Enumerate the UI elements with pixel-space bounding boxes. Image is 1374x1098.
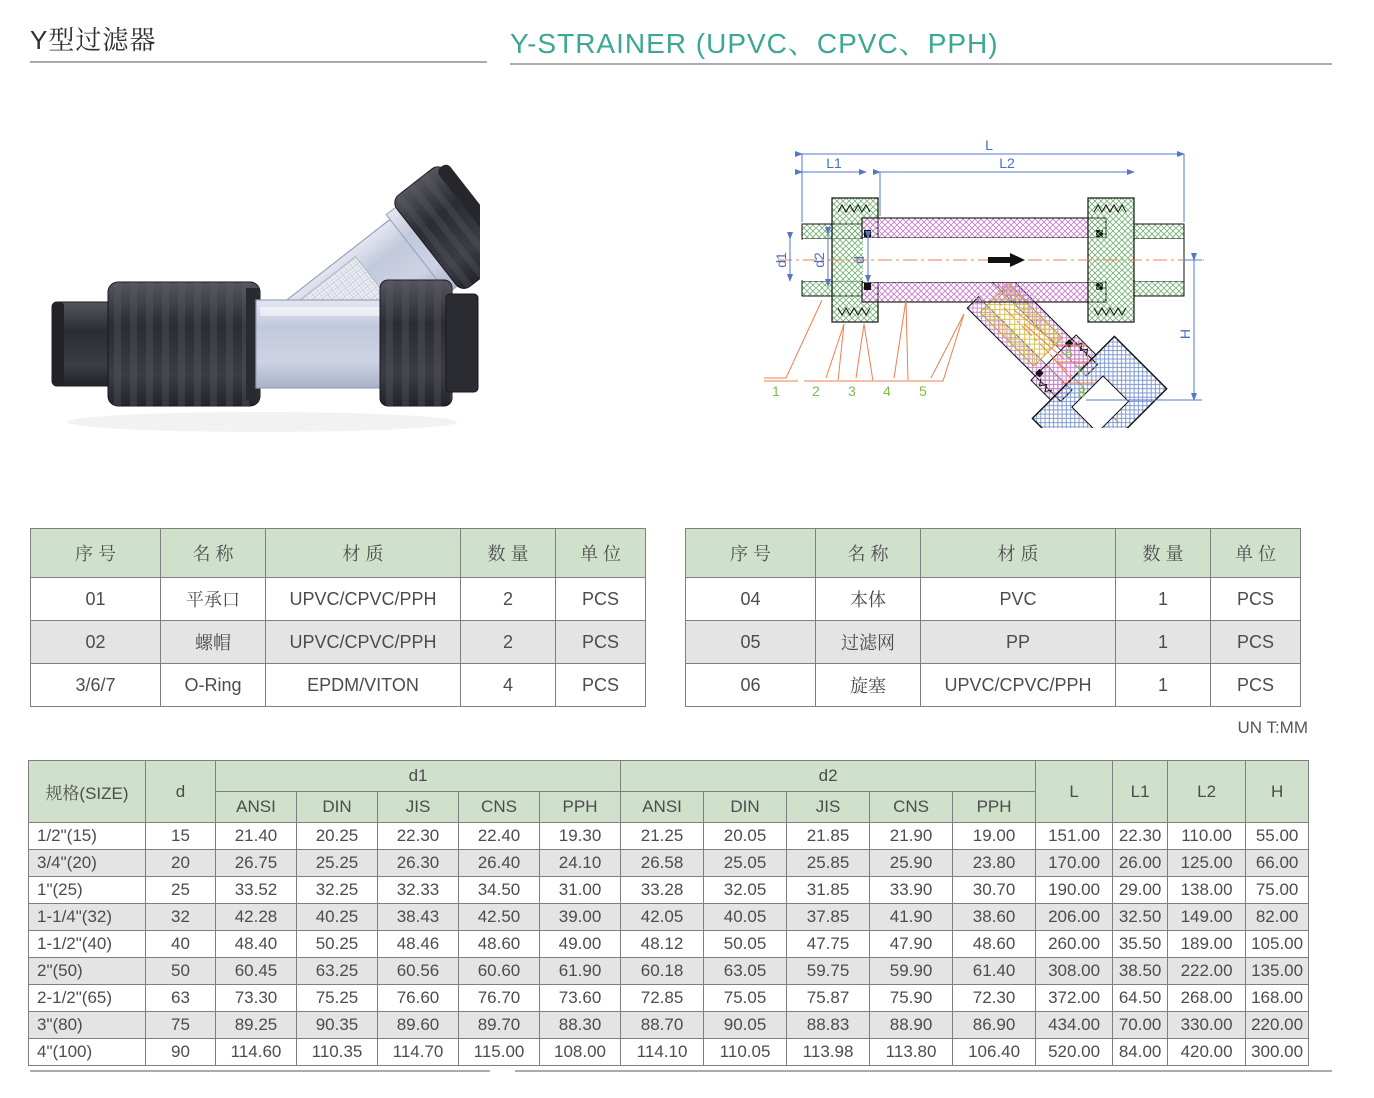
table-cell: 268.00: [1168, 985, 1246, 1012]
table-cell: 21.85: [787, 823, 870, 850]
table-cell: 108.00: [540, 1039, 621, 1066]
table-cell: 59.75: [787, 958, 870, 985]
table-cell: 38.43: [378, 904, 459, 931]
table-cell: 01: [31, 578, 161, 621]
table-cell: UPVC/CPVC/PPH: [266, 621, 461, 664]
table-cell: 420.00: [1168, 1039, 1246, 1066]
table-cell: 48.40: [216, 931, 297, 958]
table-cell: 33.28: [621, 877, 704, 904]
dims-header-row-1: [29, 761, 1309, 792]
dim-label-L1: L1: [826, 155, 842, 171]
table-cell: 48.60: [459, 931, 540, 958]
table-cell: 222.00: [1168, 958, 1246, 985]
header-rule-right: [510, 63, 1332, 65]
table-cell: 平承口: [161, 578, 266, 621]
col-header-d: d: [146, 761, 216, 823]
table-cell: 72.85: [621, 985, 704, 1012]
table-cell: 35.50: [1113, 931, 1168, 958]
table-cell: 42.50: [459, 904, 540, 931]
table-cell: 70.00: [1113, 1012, 1168, 1039]
table-cell: 30.70: [953, 877, 1036, 904]
col-header-qty: 数 量: [461, 529, 556, 578]
table-cell: 50.25: [297, 931, 378, 958]
table-cell: 61.40: [953, 958, 1036, 985]
dim-label-d1: d1: [773, 252, 789, 268]
table-cell: 75.90: [870, 985, 953, 1012]
col-header-material: 材 质: [921, 529, 1116, 578]
table-row: [29, 931, 1309, 958]
table-cell: 84.00: [1113, 1039, 1168, 1066]
table-cell: 82.00: [1246, 904, 1309, 931]
table-cell: 本体: [816, 578, 921, 621]
table-cell: 3/6/7: [31, 664, 161, 707]
table-cell: 63.25: [297, 958, 378, 985]
table-cell: 190.00: [1036, 877, 1113, 904]
diagram-oring-left-bottom: [864, 283, 871, 290]
table-cell: 75.00: [1246, 877, 1309, 904]
table-cell: 135.00: [1246, 958, 1309, 985]
table-cell: 32: [146, 904, 216, 931]
table-cell: 75.05: [704, 985, 787, 1012]
table-row: [29, 850, 1309, 877]
table-cell: 90.35: [297, 1012, 378, 1039]
table-cell: 189.00: [1168, 931, 1246, 958]
col-header-name: 名 称: [161, 529, 266, 578]
table-cell: UPVC/CPVC/PPH: [921, 664, 1116, 707]
table-cell: 260.00: [1036, 931, 1113, 958]
dim-label-H: H: [1177, 328, 1193, 340]
table-cell: 48.60: [953, 931, 1036, 958]
table-cell: 55.00: [1246, 823, 1309, 850]
table-cell: 21.25: [621, 823, 704, 850]
parts-table-left: [30, 528, 646, 707]
col-header-d2-ansi: ANSI: [621, 792, 704, 823]
table-row: [686, 578, 1301, 621]
col-header-d2-pph: PPH: [953, 792, 1036, 823]
col-header-size: 规格(SIZE): [29, 761, 146, 823]
table-cell: 75.87: [787, 985, 870, 1012]
table-cell: 114.60: [216, 1039, 297, 1066]
table-cell: 2"(50): [29, 958, 146, 985]
table-cell: 59.90: [870, 958, 953, 985]
table-cell: 110.00: [1168, 823, 1246, 850]
table-cell: 168.00: [1246, 985, 1309, 1012]
table-cell: 1"(25): [29, 877, 146, 904]
photo-clear-body: [256, 300, 386, 388]
photo-right-union-nut: [380, 280, 452, 406]
table-cell: PCS: [556, 664, 646, 707]
table-cell: 41.90: [870, 904, 953, 931]
table-cell: 42.28: [216, 904, 297, 931]
table-cell: 25: [146, 877, 216, 904]
table-row: [686, 621, 1301, 664]
table-cell: 26.40: [459, 850, 540, 877]
table-cell: 22.40: [459, 823, 540, 850]
table-cell: 25.90: [870, 850, 953, 877]
col-header-material: 材 质: [266, 529, 461, 578]
table-cell: 49.00: [540, 931, 621, 958]
table-cell: 1: [1116, 664, 1211, 707]
header-rule-left: [30, 61, 487, 63]
table-row: [29, 985, 1309, 1012]
callout-4: 4: [883, 383, 891, 399]
callout-7: 7: [1075, 363, 1083, 379]
table-cell: 220.00: [1246, 1012, 1309, 1039]
col-header-seq: 序 号: [686, 529, 816, 578]
col-header-L: L: [1036, 761, 1113, 823]
table-cell: 26.00: [1113, 850, 1168, 877]
table-cell: 旋塞: [816, 664, 921, 707]
table-cell: 75: [146, 1012, 216, 1039]
table-cell: 21.90: [870, 823, 953, 850]
table-cell: 89.60: [378, 1012, 459, 1039]
table-cell: 76.60: [378, 985, 459, 1012]
table-cell: PVC: [921, 578, 1116, 621]
table-row: [686, 664, 1301, 707]
table-cell: 32.05: [704, 877, 787, 904]
table-cell: 76.70: [459, 985, 540, 1012]
table-cell: 434.00: [1036, 1012, 1113, 1039]
col-header-seq: 序 号: [31, 529, 161, 578]
table-cell: 170.00: [1036, 850, 1113, 877]
table-cell: 64.50: [1113, 985, 1168, 1012]
table-cell: 89.25: [216, 1012, 297, 1039]
parts-left-header-row: [31, 529, 646, 578]
col-header-unit: 单 位: [1211, 529, 1301, 578]
table-cell: 114.10: [621, 1039, 704, 1066]
table-cell: 138.00: [1168, 877, 1246, 904]
table-cell: 110.35: [297, 1039, 378, 1066]
callout-5: 5: [919, 383, 927, 399]
col-header-d1-pph: PPH: [540, 792, 621, 823]
table-row: [29, 823, 1309, 850]
table-cell: 33.52: [216, 877, 297, 904]
table-cell: 113.98: [787, 1039, 870, 1066]
col-header-d1-ansi: ANSI: [216, 792, 297, 823]
page-title-english: Y-STRAINER (UPVC、CPVC、PPH): [510, 28, 999, 59]
table-cell: 73.30: [216, 985, 297, 1012]
table-cell: 330.00: [1168, 1012, 1246, 1039]
table-cell: 26.75: [216, 850, 297, 877]
table-cell: 60.60: [459, 958, 540, 985]
table-cell: 37.85: [787, 904, 870, 931]
table-cell: PCS: [1211, 621, 1301, 664]
col-header-name: 名 称: [816, 529, 921, 578]
table-cell: 20.25: [297, 823, 378, 850]
table-cell: 38.60: [953, 904, 1036, 931]
table-cell: 88.90: [870, 1012, 953, 1039]
table-cell: PP: [921, 621, 1116, 664]
table-cell: 19.30: [540, 823, 621, 850]
table-cell: 149.00: [1168, 904, 1246, 931]
table-cell: 31.85: [787, 877, 870, 904]
table-row: [29, 958, 1309, 985]
table-cell: 25.85: [787, 850, 870, 877]
table-cell: 89.70: [459, 1012, 540, 1039]
table-cell: 15: [146, 823, 216, 850]
table-cell: 105.00: [1246, 931, 1309, 958]
col-group-d2: d2: [621, 761, 1036, 792]
table-cell: 47.90: [870, 931, 953, 958]
table-cell: 过滤网: [816, 621, 921, 664]
col-header-d2-jis: JIS: [787, 792, 870, 823]
col-group-d1: d1: [216, 761, 621, 792]
table-cell: 206.00: [1036, 904, 1113, 931]
table-cell: 32.33: [378, 877, 459, 904]
table-cell: 1: [1116, 578, 1211, 621]
table-cell: 73.60: [540, 985, 621, 1012]
table-cell: 115.00: [459, 1039, 540, 1066]
table-cell: 4"(100): [29, 1039, 146, 1066]
dim-label-L2: L2: [999, 155, 1015, 171]
table-cell: 372.00: [1036, 985, 1113, 1012]
table-cell: 75.25: [297, 985, 378, 1012]
table-cell: 90.05: [704, 1012, 787, 1039]
table-cell: 90: [146, 1039, 216, 1066]
table-cell: 3/4"(20): [29, 850, 146, 877]
table-cell: 33.90: [870, 877, 953, 904]
table-cell: 72.30: [953, 985, 1036, 1012]
table-cell: 42.05: [621, 904, 704, 931]
dim-label-L: L: [985, 138, 993, 153]
table-cell: 88.30: [540, 1012, 621, 1039]
table-cell: 60.56: [378, 958, 459, 985]
table-cell: 308.00: [1036, 958, 1113, 985]
diagram-oring-left-top: [864, 230, 871, 237]
table-cell: 38.50: [1113, 958, 1168, 985]
table-cell: 1-1/4"(32): [29, 904, 146, 931]
table-cell: 114.70: [378, 1039, 459, 1066]
table-cell: PCS: [556, 578, 646, 621]
table-cell: 24.10: [540, 850, 621, 877]
table-cell: 66.00: [1246, 850, 1309, 877]
callout-8: 8: [1078, 384, 1086, 400]
table-cell: 106.40: [953, 1039, 1036, 1066]
table-cell: 1-1/2"(40): [29, 931, 146, 958]
table-cell: 50.05: [704, 931, 787, 958]
col-header-L1: L1: [1113, 761, 1168, 823]
dim-label-d: d: [851, 256, 867, 264]
col-header-d1-jis: JIS: [378, 792, 459, 823]
col-header-qty: 数 量: [1116, 529, 1211, 578]
table-cell: 05: [686, 621, 816, 664]
callout-3: 3: [848, 383, 856, 399]
callout-6: 6: [1065, 345, 1073, 361]
table-cell: UPVC/CPVC/PPH: [266, 578, 461, 621]
col-header-d2-din: DIN: [704, 792, 787, 823]
table-cell: 21.40: [216, 823, 297, 850]
dimensions-table: [28, 760, 1309, 1066]
table-cell: 26.58: [621, 850, 704, 877]
table-cell: 40.25: [297, 904, 378, 931]
table-cell: 110.05: [704, 1039, 787, 1066]
table-cell: 48.46: [378, 931, 459, 958]
table-cell: 4: [461, 664, 556, 707]
table-cell: 520.00: [1036, 1039, 1113, 1066]
table-cell: 2: [461, 621, 556, 664]
table-cell: 88.83: [787, 1012, 870, 1039]
table-cell: 60.45: [216, 958, 297, 985]
table-cell: 61.90: [540, 958, 621, 985]
table-row: [31, 621, 646, 664]
table-cell: 1: [1116, 621, 1211, 664]
table-cell: 22.30: [378, 823, 459, 850]
photo-right-socket: [446, 294, 478, 392]
table-cell: PCS: [1211, 664, 1301, 707]
table-cell: 34.50: [459, 877, 540, 904]
table-row: [29, 904, 1309, 931]
table-cell: 06: [686, 664, 816, 707]
photo-shadow: [67, 412, 457, 432]
table-cell: 32.50: [1113, 904, 1168, 931]
callout-2: 2: [812, 383, 820, 399]
table-cell: 63.05: [704, 958, 787, 985]
table-row: [29, 1012, 1309, 1039]
table-cell: 32.25: [297, 877, 378, 904]
table-cell: 20.05: [704, 823, 787, 850]
table-cell: 48.12: [621, 931, 704, 958]
table-cell: 04: [686, 578, 816, 621]
table-cell: 40.05: [704, 904, 787, 931]
footer-rule-right: [515, 1070, 1332, 1072]
table-row: [29, 877, 1309, 904]
table-cell: 2-1/2"(65): [29, 985, 146, 1012]
col-header-d2-cns: CNS: [870, 792, 953, 823]
photo-left-union-nut: [108, 282, 260, 406]
table-cell: 40: [146, 931, 216, 958]
table-cell: 螺帽: [161, 621, 266, 664]
technical-diagram: [756, 138, 1218, 428]
table-cell: 31.00: [540, 877, 621, 904]
col-header-d1-cns: CNS: [459, 792, 540, 823]
table-cell: 22.30: [1113, 823, 1168, 850]
table-cell: 20: [146, 850, 216, 877]
table-cell: 151.00: [1036, 823, 1113, 850]
parts-right-header-row: [686, 529, 1301, 578]
table-cell: O-Ring: [161, 664, 266, 707]
table-cell: 88.70: [621, 1012, 704, 1039]
product-photo: [50, 150, 480, 445]
table-row: [31, 578, 646, 621]
parts-table-right: [685, 528, 1301, 707]
table-cell: 25.05: [704, 850, 787, 877]
table-cell: 113.80: [870, 1039, 953, 1066]
table-cell: 26.30: [378, 850, 459, 877]
table-cell: 50: [146, 958, 216, 985]
table-cell: 1/2"(15): [29, 823, 146, 850]
table-cell: 47.75: [787, 931, 870, 958]
table-cell: 300.00: [1246, 1039, 1309, 1066]
table-row: [29, 1039, 1309, 1066]
table-row: [31, 664, 646, 707]
col-header-H: H: [1246, 761, 1309, 823]
table-cell: 60.18: [621, 958, 704, 985]
table-cell: 39.00: [540, 904, 621, 931]
table-cell: 23.80: [953, 850, 1036, 877]
table-cell: 29.00: [1113, 877, 1168, 904]
page-title-chinese: Y型过滤器: [30, 25, 157, 55]
callout-1: 1: [772, 383, 780, 399]
table-cell: EPDM/VITON: [266, 664, 461, 707]
col-header-unit: 单 位: [556, 529, 646, 578]
table-cell: 3"(80): [29, 1012, 146, 1039]
col-header-L2: L2: [1168, 761, 1246, 823]
table-cell: PCS: [556, 621, 646, 664]
table-cell: 63: [146, 985, 216, 1012]
table-cell: 19.00: [953, 823, 1036, 850]
table-cell: 02: [31, 621, 161, 664]
footer-rule-left: [30, 1070, 490, 1072]
dim-label-d2: d2: [811, 252, 827, 268]
table-cell: PCS: [1211, 578, 1301, 621]
table-cell: 2: [461, 578, 556, 621]
table-cell: 25.25: [297, 850, 378, 877]
table-cell: 86.90: [953, 1012, 1036, 1039]
unit-note: UN T:MM: [1237, 718, 1308, 737]
col-header-d1-din: DIN: [297, 792, 378, 823]
table-cell: 125.00: [1168, 850, 1246, 877]
